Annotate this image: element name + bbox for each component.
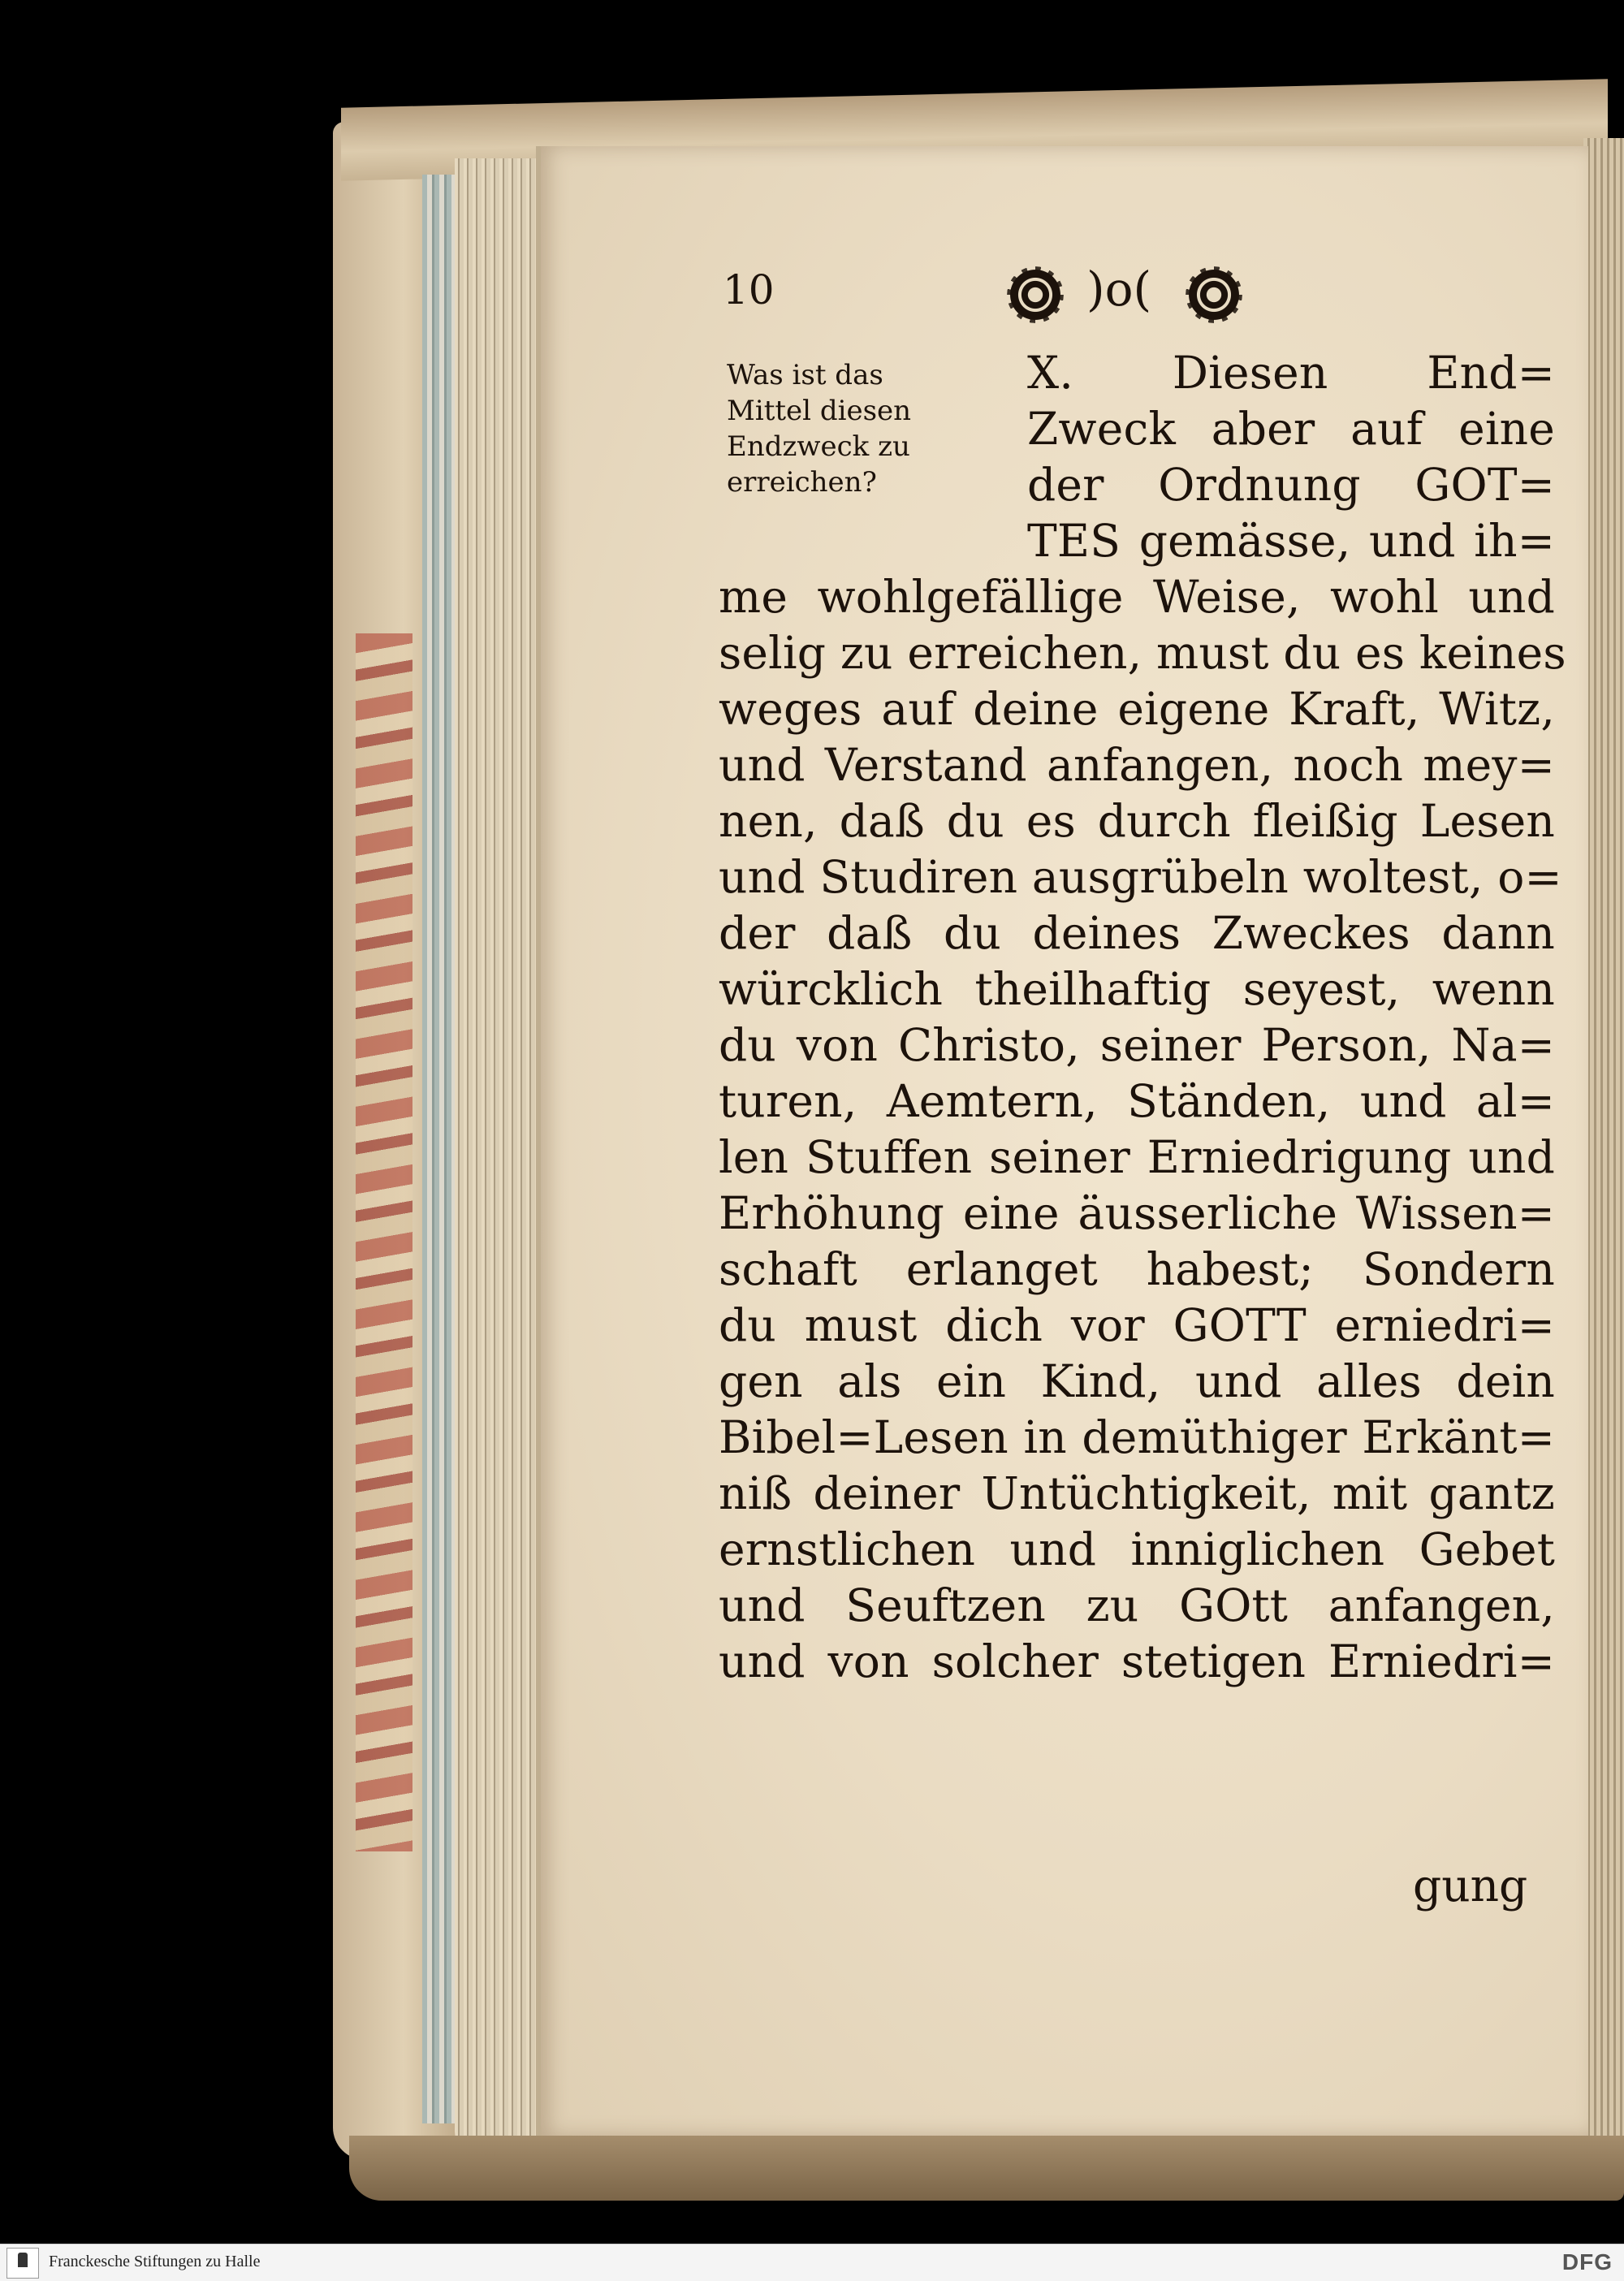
ornament-right-icon [1186,266,1242,323]
text-line: weges auf deine eigene Kraft, Witz, [719,683,1555,735]
text-line: gen als ein Kind, und alles dein [719,1355,1555,1407]
text-line: Erhöhung eine äusserliche Wissen= [719,1187,1555,1239]
catchword: gung [1413,1860,1528,1912]
body-text [719,345,1566,1690]
text-line: niß deiner Untüchtigkeit, mit gantz [719,1467,1555,1519]
marginal-line: Mittel diesen [727,395,912,427]
text-line: und Studiren ausgrübeln woltest, o= [719,851,1562,903]
text-line: der Ordnung GOT= [1027,459,1555,511]
text-line: du must dich vor GOTT erniedri= [719,1299,1555,1351]
viewer-footer [0,2244,1624,2281]
text-line: ernstlichen und inniglichen Gebet [719,1523,1555,1575]
ornament-left-icon [1007,266,1064,323]
text-line: selig zu erreichen, must du es keines [719,627,1566,679]
text-line: und Seuftzen zu GOtt anfangen, [719,1579,1555,1631]
marginal-line: Endzweck zu [727,430,910,463]
text-line: len Stuffen seiner Erniedrigung und [719,1131,1555,1183]
text-line: nen, daß du es durch fleißig Lesen [719,795,1555,847]
page-number: 10 [723,266,775,313]
text-line: schaft erlanget habest; Sondern [719,1243,1555,1295]
text-line: turen, Aemtern, Ständen, und al= [719,1075,1555,1127]
text-line: Zweck aber auf eine [1027,403,1555,455]
right-page-edges [1583,138,1624,2152]
text-line: du von Christo, seiner Person, Na= [719,1019,1555,1071]
institution-name: Franckesche Stiftungen zu Halle [49,2253,261,2270]
bottom-cover [349,2136,1624,2201]
marbled-edge [356,633,412,1851]
marginal-line: erreichen? [727,466,877,499]
text-line: der daß du deines Zweckes dann [719,907,1555,959]
text-line: X. Diesen End= [1027,347,1555,399]
institution-logo[interactable] [6,2248,39,2279]
text-line: und Verstand anfangen, noch mey= [719,739,1555,791]
page-header [723,258,1437,331]
text-line: und von solcher stetigen Erniedri= [719,1635,1555,1687]
text-line: TES gemässe, und ih= [1027,515,1555,567]
header-separator: )o( [1086,261,1152,317]
marginal-line: Was ist das [727,359,883,391]
page-stack [455,158,544,2148]
text-line: würcklich theilhaftig seyest, wenn [719,963,1555,1015]
text-line: me wohlgefällige Weise, wohl und [719,571,1555,623]
dfg-logo[interactable]: DFG [1561,2249,1613,2275]
text-line: Bibel=Lesen in demüthiger Erkänt= [719,1411,1555,1463]
